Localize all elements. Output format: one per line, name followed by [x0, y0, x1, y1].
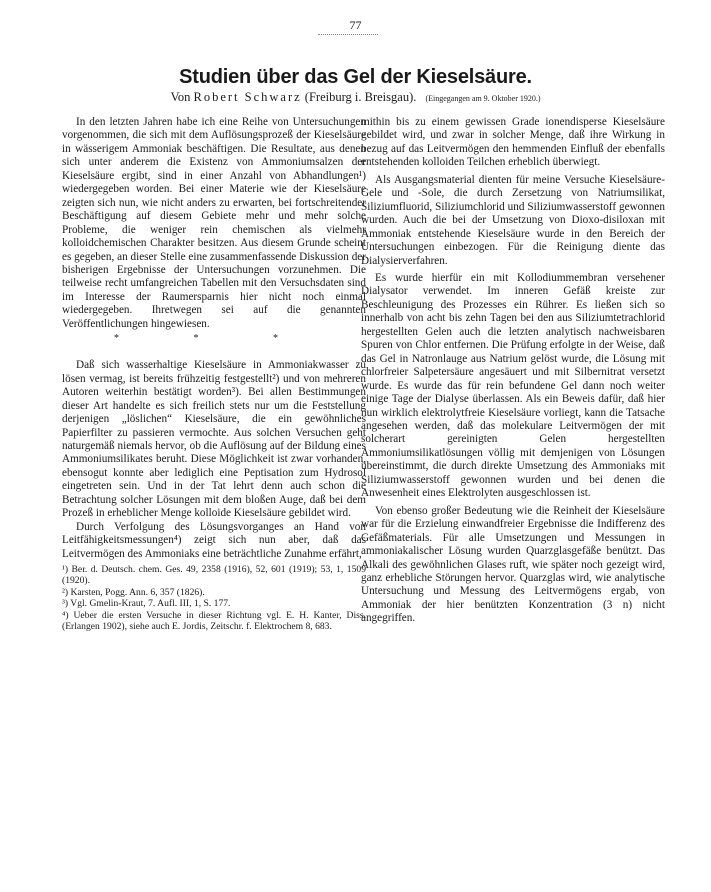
byline-affiliation: (Freiburg i. Breisgau).: [304, 90, 417, 104]
right-paragraph-3: Es wurde hierfür ein mit Kollodiummembran versehener Dialysator verwendet. Im inneren Gefäß kreiste zur Beschleunigung des Prozesses ein Rührer. Es ließen sich so innerhalb von acht bis zehn Tagen bei den aus Siliziumtetrachlorid hergestellten Gelen auch die letzten analytisch nachweisbaren Spuren von Chlor entfernen. Die Prüfung erfolgte in der Weise, daß das Gel in Natronlauge aus Natrium gelöst wurde, die Lösung mit chlorfreier Salpetersäure angesäuert und mit Silbernitrat versetzt wurde. Es wurde das für rein befundene Gel dann noch weiter einige Tage der Dialyse überlassen. Als ein Beweis dafür, daß hier nun wirklich elektrolytfreie Kieselsäure vorliegt, kann die Tatsache angesehen werden, daß das molekulare Leitvermögen der mit solcherart gereinigten Gelen hergestellten Ammoniumsilikatlösungen völlig mit demjenigen von Lösungen übereinstimmt, die durch direkte Umsetzung des Ammoniaks mit Siliziumwasserstoff gewonnen wurden und bei denen die Anwesenheit eines Elektrolyten ausgeschlossen ist.: [361, 271, 665, 500]
left-paragraph-1: In den letzten Jahren habe ich eine Reihe von Untersuchungen vorgenommen, die sich mit dem Auflösungsprozeß der Kieselsäure in wässerigem Ammoniak beschäftigen. Die Resultate, aus denen sich unter anderem die Existenz von Ammoniumsalzen der Kieselsäure ergibt, sind in einer Anzahl von Abhandlungen¹) wiedergegeben worden. Bei einer Materie wie der Kieselsäure zeigten sich nun, wie nicht anders zu erwarten, bei fortschreitender Beschäftigung auf diesem Gebiete mehr und mehr solche Probleme, die weniger rein chemischen als vielmehr kolloidchemischen Charakter besitzen. Aus diesem Grunde scheint es gegeben, an dieser Stelle eine zusammenfassende Diskussion der bisherigen Ergebnisse der Untersuchungen vorzunehmen. Die teilweise recht umfangreichen Tabellen mit den Versuchsdaten sind im Interesse der Raumersparnis hier nicht noch einmal wiedergegeben. Ihretwegen sei auf die genannten Veröffentlichungen hingewiesen.: [62, 116, 366, 330]
article-title: Studien über das Gel der Kieselsäure.: [179, 66, 532, 88]
left-column: [62, 116, 366, 632]
left-paragraph-2: Daß sich wasserhaltige Kieselsäure in Ammoniakwasser zu lösen vermag, ist bereits frühzeitig festgestellt²) und von mehreren Autoren weiterhin bestätigt worden³). Bei allen Bestimmungen dieser Art handelte es sich freilich stets nur um die Feststellung derjenigen „löslichen“ Kieselsäure, die ein gewöhnliches Papierfilter zu passieren vermochte. Aus solchen Versuchen geht naturgemäß niemals hervor, ob die Auflösung auf der Bildung eines Ammoniumsilikates beruht. Diese Möglichkeit ist zwar vorhanden, ebensogut konnte aber lediglich eine Peptisation zum Hydrosol eingetreten sein. Und in der Tat lehrt denn auch schon die Betrachtung solcher Lösungen mit dem bloßen Auge, daß bei dem Prozeß in erheblicher Menge kolloide Kieselsäure gebildet wird.: [62, 359, 366, 520]
right-paragraph-1: mithin bis zu einem gewissen Grade ionendisperse Kieselsäure gebildet wird, und zwar in solcher Menge, daß ihre Wirkung in bezug auf das Leitvermögen den hemmenden Einfluß der ebenfalls entstehenden kolloiden Teilchen erheblich überwiegt.: [361, 116, 665, 169]
left-paragraph-3: Durch Verfolgung des Lösungsvorganges an Hand von Leitfähigkeitsmessungen⁴) zeigt sich nun aber, daß das Leitvermögen des Ammoniaks eine beträchtliche Zunahme erfährt,: [62, 520, 366, 560]
byline: [0, 90, 711, 105]
page-number-rule: [318, 34, 378, 35]
right-paragraph-4: Von ebenso großer Bedeutung wie die Reinheit der Kieselsäure war für die Erzielung einwandfreier Ergebnisse die Indifferenz des Gefäßmaterials. Für alle Umsetzungen und Messungen in ammoniakalischer Lösung wurden Quarzglasgefäße benützt. Das Alkali des gewöhnlichen Glases ruft, wie später noch gezeigt wird, ganz erhebliche Störungen hervor. Quarzglas wird, wie analytische Untersuchung und Messung des Leitvermögens ergab, von Ammoniak der hier benützten Konzentration (3 n) nicht angegriffen.: [361, 504, 665, 625]
footnote-4: ⁴) Ueber die ersten Versuche in dieser Richtung vgl. E. H. Kanter, Diss. (Erlangen 1902), siehe auch E. Jordis, Zeitschr. f. Elektrochem 8, 683.: [62, 609, 366, 633]
byline-author: Robert Schwarz: [193, 90, 302, 104]
right-paragraph-2: Als Ausgangsmaterial dienten für meine Versuche Kieselsäure-Gele und -Sole, die durch Zersetzung von Natriumsilikat, Siliziumfluorid, Siliziumchlorid und Siliziumwasserstoff gewonnen wurden. Auch die bei der Umsetzung von Dioxo-disiloxan mit Ammoniak entstehende Kieselsäure wurde in den Bereich der Untersuchungen einbezogen. Für die Reinigung diente das Dialysierverfahren.: [361, 173, 665, 267]
right-column: [361, 116, 665, 626]
footnote-3: ³) Vgl. Gmelin-Kraut, 7. Aufl. III, 1, S. 177.: [62, 598, 231, 610]
section-separator-stars: * * *: [114, 333, 314, 345]
page-number: 77: [349, 18, 362, 32]
footnotes: [62, 564, 366, 632]
footnote-1: ¹) Ber. d. Deutsch. chem. Ges. 49, 2358 (1916), 52, 601 (1919); 53, 1, 1509 (1920).: [62, 564, 366, 587]
byline-prefix: Von: [170, 90, 191, 104]
footnote-2: ²) Karsten, Pogg. Ann. 6, 357 (1826).: [62, 586, 205, 598]
byline-received-date: (Eingegangen am 9. Oktober 1920.): [425, 94, 541, 103]
